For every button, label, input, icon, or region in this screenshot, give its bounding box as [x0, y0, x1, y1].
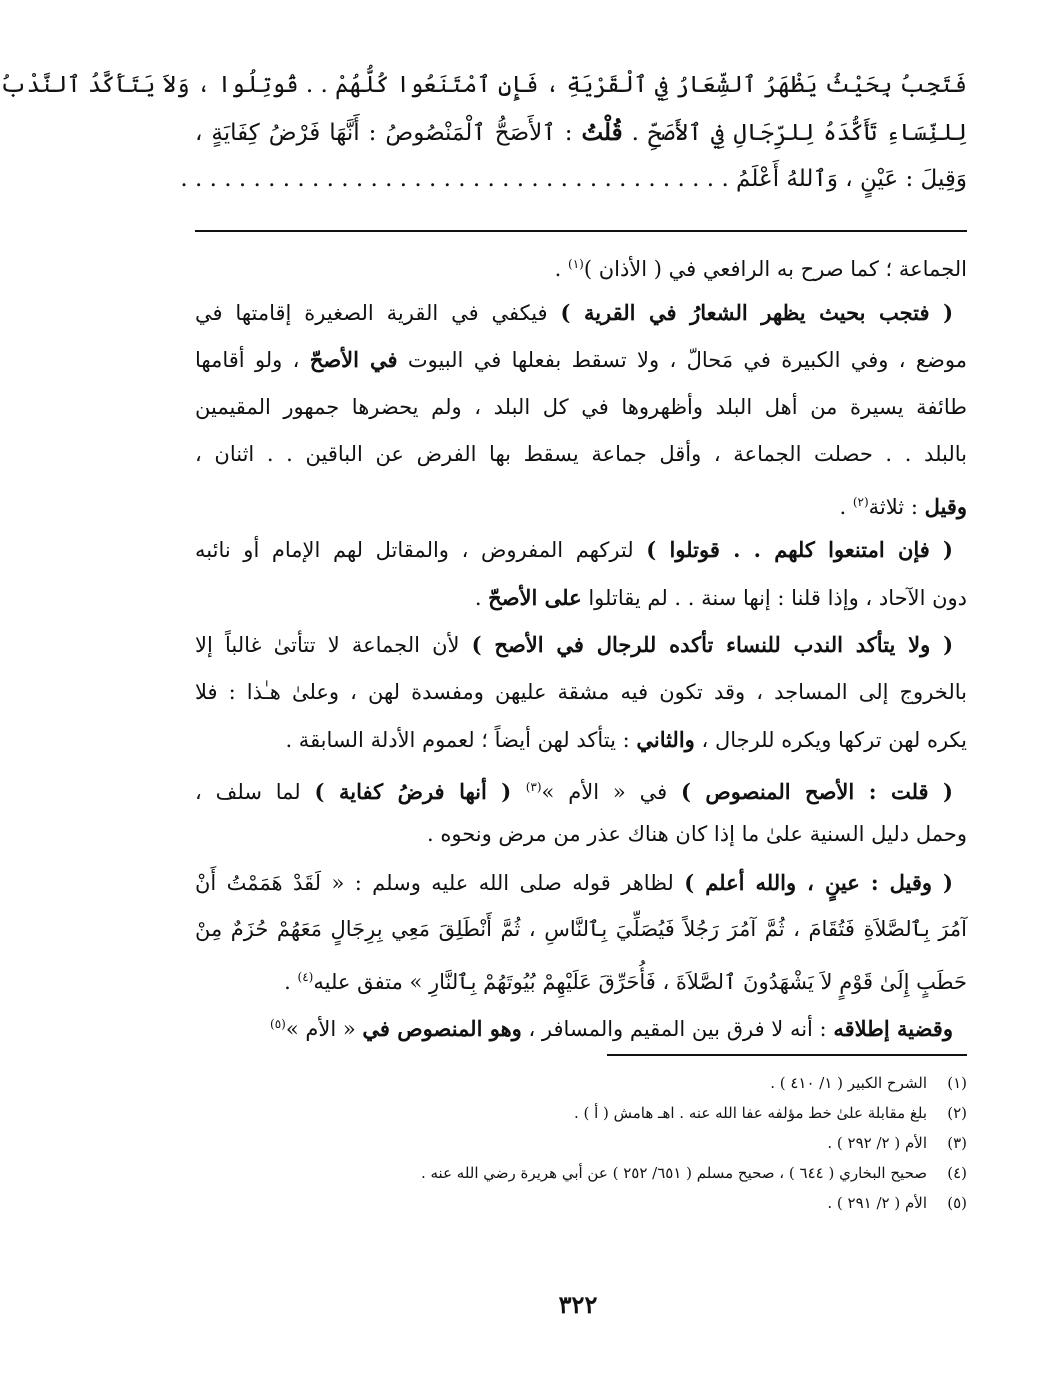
footnotes-divider — [607, 1054, 967, 1056]
footnote — [207, 1098, 967, 1128]
sharh-text-run: لظاهر قوله صلى الله عليه وسلم : « لَقَدْ هَمَمْتُ أَنْ — [195, 870, 685, 895]
quoted-matn: والثاني — [636, 727, 695, 752]
sharh-text-run: لأن الجماعة لا تتأتىٰ غالباً إلا — [195, 633, 472, 657]
footnote-text: الأم ( ٢/ ٢٩١ ) . — [827, 1194, 927, 1212]
sharh-text-run: موضع ، وفي الكبيرة في مَحالّ ، ولا تسقط بفعلها في البيوت — [397, 348, 967, 372]
sharh-line — [195, 241, 967, 289]
sharh-text-run: ، ولو أقامها — [195, 348, 310, 372]
footnote-number: (٥) — [947, 1194, 967, 1212]
footnote — [207, 1188, 967, 1218]
sharh-text-run: . — [284, 969, 298, 994]
matn-text — [0, 62, 967, 203]
sharh-text-run: لتركهم المفروض ، والمقاتل لهم الإمام أو نائبه — [195, 538, 647, 562]
quoted-matn: ( ولا يتأكد الندب للنساء تأكده للرجال في الأصح ) — [471, 632, 954, 657]
sharh-text-run: : أنه لا فرق بين المقيم والمسافر ، — [521, 1017, 834, 1041]
sharh-line — [195, 479, 967, 527]
hadith-text: حَطَبٍ إِلَىٰ قَوْمٍ لاَ يَشْهَدُونَ ٱلصَّلاَةَ ، فَأُحَرِّقَ عَلَيْهِمْ بُيُوتَهُمْ بِٱلنَّارِ » متفق عليه — [313, 969, 967, 994]
sharh-line — [195, 289, 967, 337]
quoted-matn: ( وقيل : عينٍ ، والله أعلم ) — [684, 869, 953, 895]
footnote-text: الأم ( ٢/ ٢٩٢ ) . — [827, 1134, 927, 1152]
sharh-text-run: وحمل دليل السنية علىٰ ما إذا كان هناك عذر من مرض ونحوه . — [427, 822, 967, 846]
footnote-ref: (١) — [568, 257, 584, 271]
matn-line — [195, 109, 967, 156]
matn-line-text: فَتَجِبُ بِحَيْثُ يَظْهَرُ ٱلشِّعَارُ فِي ٱلْقَرْيَةِ ، فَإِنِ ٱمْتَنَعُوا كُلُّهُمْ . . قُوتِلُوا ، وَلاَ يَتَأَكَّدُ ٱلنَّدْبُ — [0, 72, 967, 98]
footnote-ref: (٥) — [270, 1017, 286, 1031]
quoted-matn: ( أنها فرضُ كفاية ) — [314, 778, 526, 804]
sharh-text-run: بالبلد . . حصلت الجماعة ، وأقل جماعة يسقط بها الفرض عن الباقين . . اثنان ، — [195, 442, 967, 466]
footnote — [207, 1158, 967, 1188]
sharh-text-run: : يتأكد لهن أيضاً ؛ لعموم الأدلة السابقة . — [285, 728, 637, 752]
sharh-text-run: لما سلف ، — [195, 779, 315, 804]
footnote-ref: (٤) — [297, 969, 314, 984]
footnote-number: (٤) — [947, 1164, 967, 1182]
quoted-matn: على الأصحّ — [488, 584, 582, 610]
footnote-number: (١) — [947, 1074, 967, 1092]
sharh-text-run: فيكفي في القرية الصغيرة إقامتها في — [195, 300, 561, 325]
footnotes — [207, 1068, 967, 1218]
sharh-text — [195, 241, 967, 1049]
footnote — [207, 1128, 967, 1158]
quoted-matn: ( قلت : الأصح المنصوص ) — [680, 778, 953, 804]
sharh-text-run: في « الأم » — [541, 779, 681, 804]
sharh-line — [195, 1001, 967, 1049]
sharh-line — [195, 764, 967, 812]
sharh-line — [195, 574, 967, 622]
matn-line-text: : ٱلأَصَحُّ ٱلْمَنْصُوصُ : أَنَّهَا فَرْضُ كِفَايَةٍ ، — [195, 120, 573, 146]
sharh-line — [195, 384, 967, 432]
matn-qultu: قُلْتُ — [581, 119, 623, 146]
footnote-text: صحيح البخاري ( ٦٤٤ ) ، صحيح مسلم ( ٦٥١/ ٢٥٢ ) عن أبي هريرة رضي الله عنه . — [420, 1164, 927, 1182]
sharh-line — [195, 669, 967, 717]
quoted-matn: وهو المنصوص في — [362, 1016, 522, 1041]
sharh-text-run: . — [839, 494, 853, 519]
sharh-text-run: يكره لهن تركها ويكره للرجال ، — [694, 728, 967, 752]
sharh-line — [195, 859, 967, 907]
sharh-line — [195, 811, 967, 859]
sharh-text-run: الجماعة ؛ كما صرح به الرافعي في ( الأذان ) — [583, 257, 967, 281]
footnote-number: (٢) — [947, 1104, 967, 1122]
footnote-ref: (٣) — [525, 779, 542, 794]
matn-line-text: لِلنِّسَاءِ تَأَكُّدَهُ لِلرِّجَالِ فِي ٱلأَصَحِّ . — [631, 120, 967, 146]
matn-dots: . . . . . . . . . . . . . . . . . . . . . . . . . . . . . . . . . . . . . — [180, 166, 715, 192]
quoted-matn: وقيل — [924, 493, 967, 519]
sharh-text-run: . — [554, 257, 568, 281]
quoted-matn: وقضية إطلاقه — [833, 1016, 953, 1041]
sharh-line — [195, 431, 967, 479]
sharh-text-run: دون الآحاد ، وإذا قلنا : إنها سنة . . لم يقاتلوا — [581, 585, 967, 610]
footnote-ref: (٢) — [852, 494, 869, 509]
sharh-text-run: طائفة يسيرة من أهل البلد وأظهروها في كل البلد ، ولم يحضرها جمهور المقيمين — [195, 394, 967, 419]
matn-line-text: وَقِيلَ : عَيْنٍ ، وَٱللهُ أَعْلَمُ . — [721, 166, 967, 192]
footnote-text: الشرح الكبير ( ١/ ٤١٠ ) . — [770, 1074, 927, 1092]
sharh-line — [195, 526, 967, 574]
sharh-line — [195, 336, 967, 384]
quoted-matn: ( فتجب بحيث يظهر الشعارُ في القرية ) — [560, 299, 954, 325]
footnote-number: (٣) — [947, 1134, 967, 1152]
footnote-text: بلغ مقابلة علىٰ خط مؤلفه عفا الله عنه . اهـ هامش ( أ ) . — [573, 1104, 927, 1122]
matn-line — [0, 62, 967, 109]
sharh-line — [195, 906, 967, 954]
page-number: ٣٢٢ — [558, 1290, 598, 1319]
quoted-matn: في الأصحّ — [309, 347, 398, 372]
matn-line — [180, 156, 967, 203]
sharh-line — [195, 716, 967, 764]
sharh-line — [195, 954, 967, 1002]
sharh-text-run: « الأم » — [285, 1017, 363, 1041]
sharh-text-run: بالخروج إلى المساجد ، وقد تكون فيه مشقة عليهن ومفسدة لهن ، وعلىٰ هـٰذا : فلا — [195, 679, 967, 704]
sharh-text-run: : ثلاثة — [868, 494, 925, 519]
footnote — [207, 1068, 967, 1098]
sharh-text-run: . — [474, 585, 489, 610]
matn-divider — [195, 230, 967, 232]
quoted-matn: ( فإن امتنعوا كلهم . . قوتلوا ) — [646, 537, 953, 562]
sharh-line — [195, 621, 967, 669]
hadith-text: آمُرَ بِٱلصَّلاَةِ فَتُقَامَ ، ثُمَّ آمُرَ رَجُلاً فَيُصَلِّيَ بِٱلنَّاسِ ، ثُمَّ أَنْطَلِقَ مَعِي بِرِجَالٍ مَعَهُمْ حُزَمٌ مِنْ — [195, 917, 967, 941]
